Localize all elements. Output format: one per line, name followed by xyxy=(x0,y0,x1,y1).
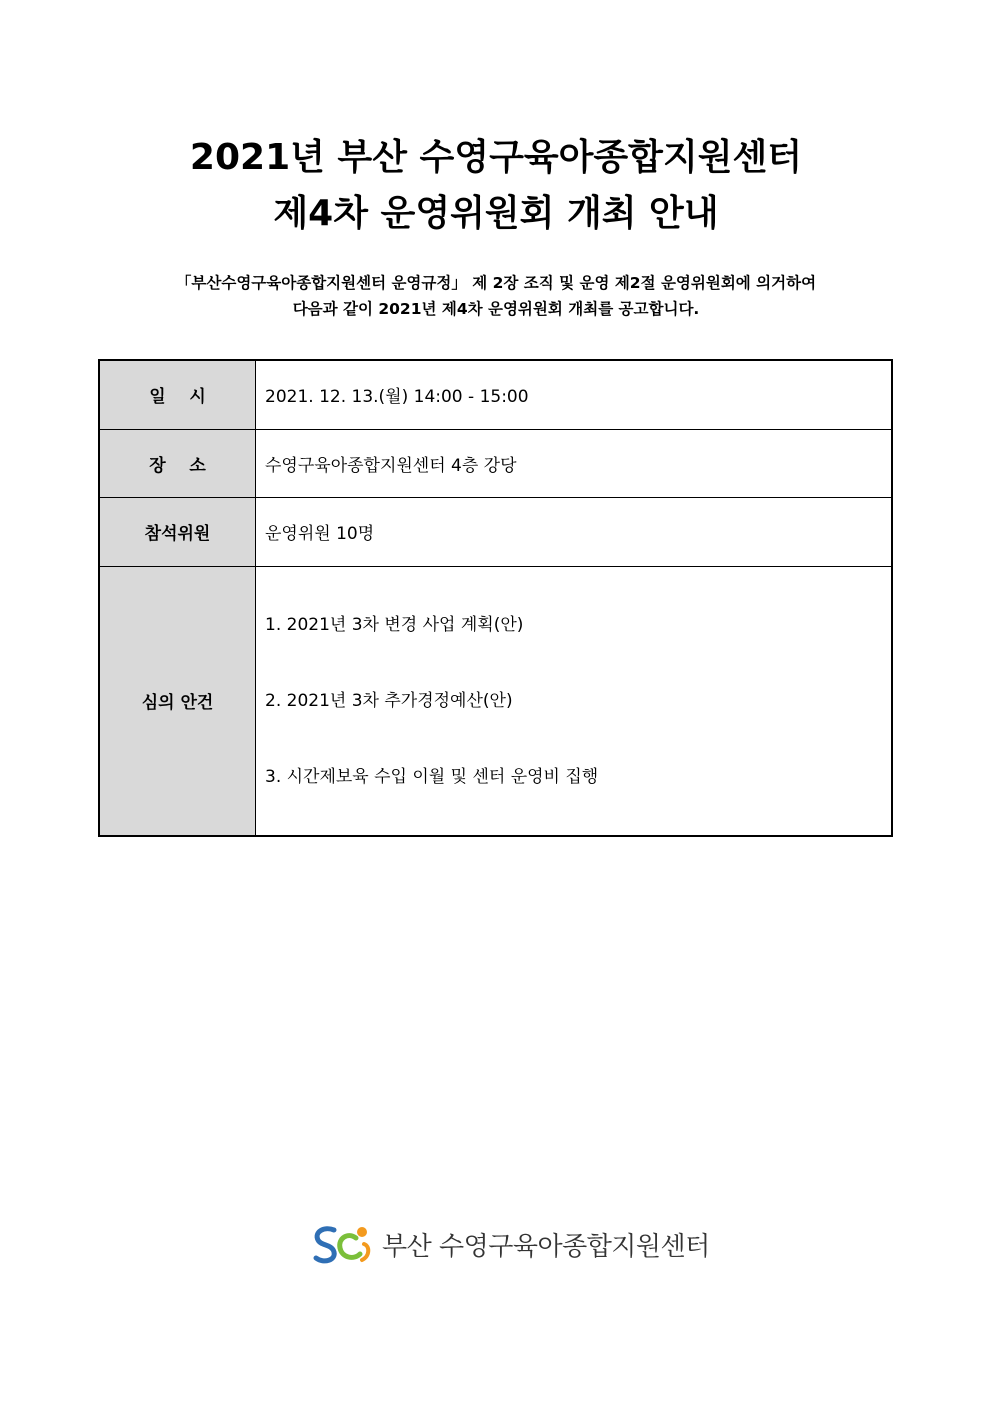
attendees-label: 참석위원 xyxy=(99,497,256,566)
agenda-label: 심의 안건 xyxy=(99,566,256,836)
location-value: 수영구육아종합지원센터 4층 강당 xyxy=(256,429,893,497)
agenda-item-1: 1. 2021년 3차 변경 사업 계획(안) xyxy=(265,614,524,635)
table-row-attendees xyxy=(99,497,892,566)
agenda-item-3: 3. 시간제보육 수입 이월 및 센터 운영비 집행 xyxy=(265,766,599,787)
datetime-label: 일 시 xyxy=(99,360,256,429)
datetime-value: 2021. 12. 13.(월) 14:00 - 15:00 xyxy=(256,360,893,429)
page-title xyxy=(0,130,992,242)
location-label: 장 소 xyxy=(99,429,256,497)
intro-paragraph xyxy=(0,270,992,322)
attendees-value: 운영위원 10명 xyxy=(256,497,893,566)
table-row-location xyxy=(99,429,892,497)
footer-organization xyxy=(312,1222,710,1266)
meeting-info-table xyxy=(98,359,893,837)
table-row-agenda xyxy=(99,566,892,836)
intro-line-2: 다음과 같이 2021년 제4차 운영위원회 개최를 공고합니다. xyxy=(292,300,700,318)
agenda-item-2: 2. 2021년 3차 추가경정예산(안) xyxy=(265,690,513,711)
title-line-2: 제4차 운영위원회 개최 안내 xyxy=(273,193,719,234)
organization-name: 부산 수영구육아종합지원센터 xyxy=(382,1231,710,1262)
intro-line-1: 「부산수영구육아종합지원센터 운영규정」 제 2장 조직 및 운영 제2절 운영위원회에 의거하여 xyxy=(175,274,817,292)
agenda-list xyxy=(256,566,893,836)
swirl-logo-icon xyxy=(312,1222,378,1266)
table-row-datetime xyxy=(99,360,892,429)
title-line-1: 2021년 부산 수영구육아종합지원센터 xyxy=(189,137,803,178)
